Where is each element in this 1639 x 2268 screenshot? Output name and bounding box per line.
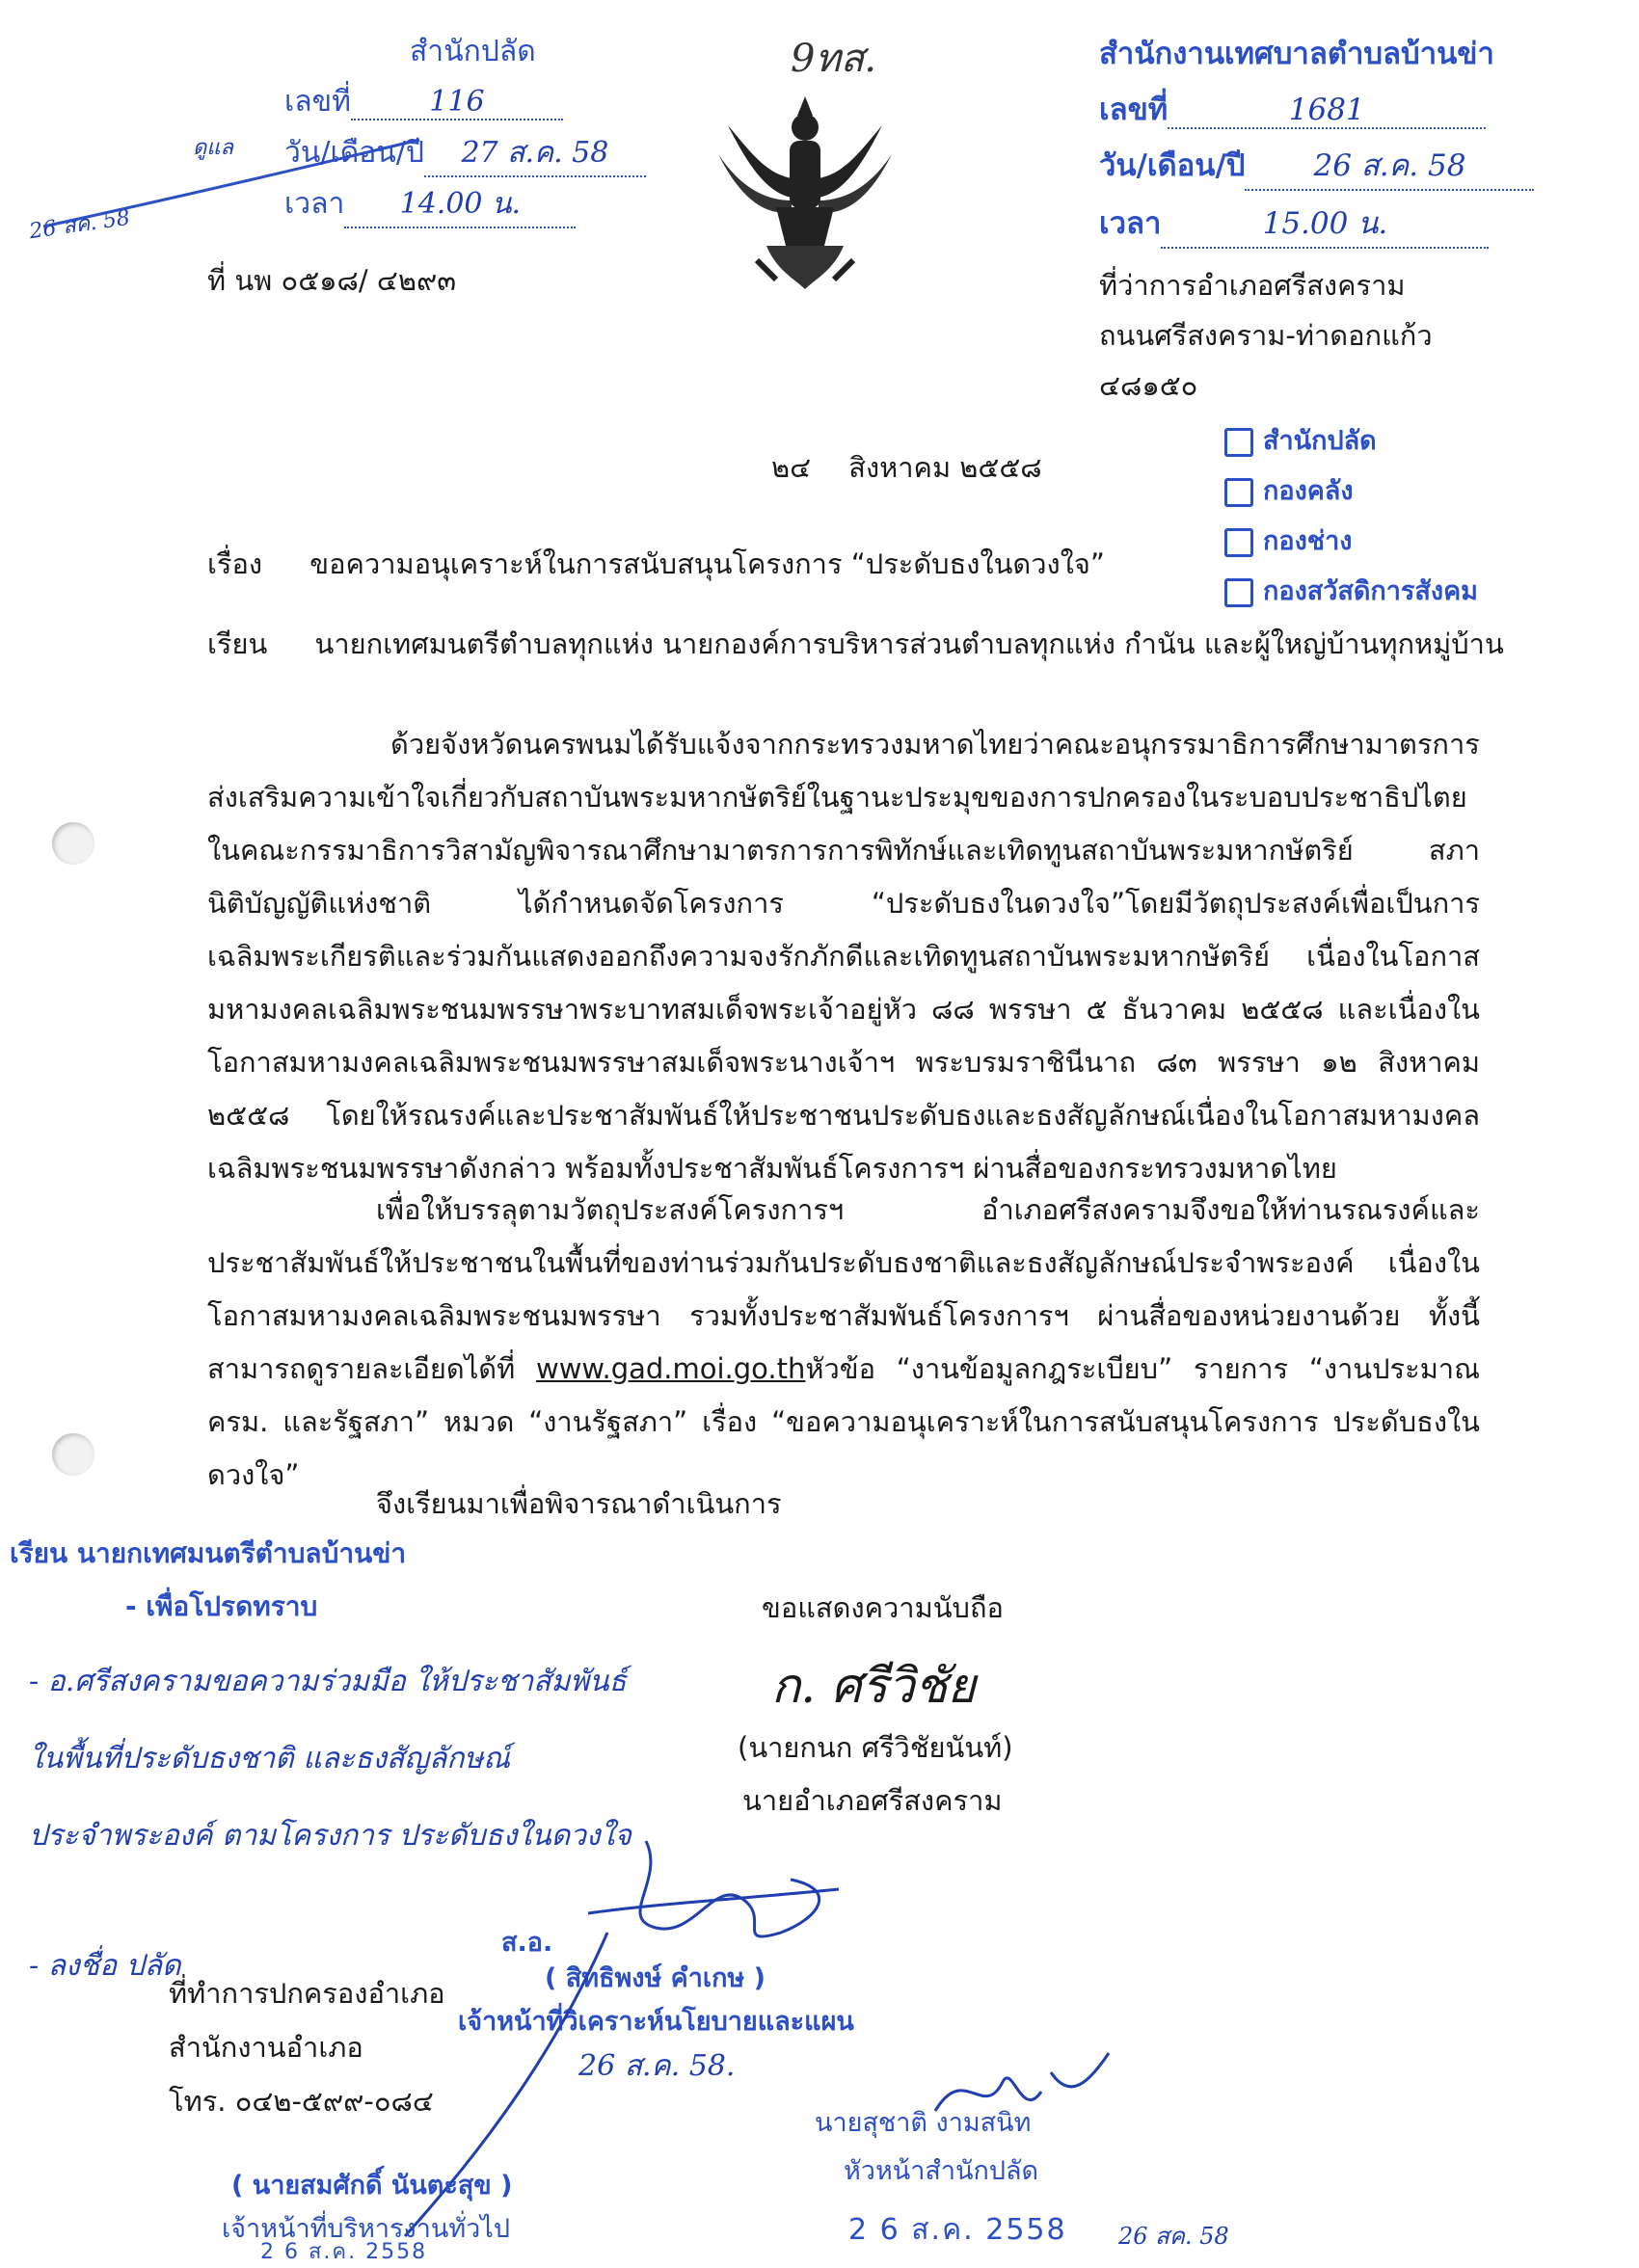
subject-text: ขอความอนุเคราะห์ในการสนับสนุนโครงการ “ประดับธงในดวงใจ” bbox=[309, 547, 1105, 580]
handwritten-note-line: - อ.ศรีสงครามขอความร่วมมือ ให้ประชาสัมพันธ์ bbox=[29, 1665, 627, 1698]
clerk-name: ( นายสมศักดิ์ นันตะสุข ) bbox=[231, 2171, 513, 2201]
body-paragraph-1: ด้วยจังหวัดนครพนมได้รับแจ้งจากกระทรวงมหาดไทยว่าคณะอนุกรรมาธิการศึกษามาตรการส่งเสริมความเข้าใจเกี่ยวกับสถาบันพระมหากษัตริย์ในฐานะประมุขของการปกครองในระบอบประชาธิปไตย ในคณะกรรมาธิการวิสามัญพิจารณาศึกษามาตรการการพิทักษ์และเทิดทูนสถาบันพระมหากษัตริย์ สภานิติบัญญัติแห่งชาติ ได้กำหนดจัดโครงการ “ประดับธงในดวงใจ”โดยมีวัตถุประสงค์เพื่อเป็นการเฉลิมพระเกียรติและร่วมกันแสดงออกถึงความจงรักภักดีและเทิดทูนสถาบันพระมหากษัตริย์ เนื่องในโอกาสมหามงคลเฉลิมพระชนมพรรษาพระบาทสมเด็จพระเจ้าอยู่หัว ๘๘ พรรษา ๕ ธันวาคม ๒๕๕๘ และเนื่องในโอกาสมหามงคลเฉลิมพระชนมพรรษาสมเด็จพระนางเจ้าฯ พระบรมราชินีนาถ ๘๓ พรรษา ๑๒ สิงหาคม ๒๕๕๘ โดยให้รณรงค์และประชาสัมพันธ์ให้ประชาชนประดับธงและธงสัญลักษณ์เนื่องในโอกาสมหามงคลเฉลิมพระชนมพรรษาดังกล่าว พร้อมทั้งประชาสัมพันธ์โครงการฯ ผ่านสื่อของกระทรวงมหาดไทย bbox=[207, 728, 1480, 1185]
so-label: ส.อ. bbox=[501, 1928, 553, 1958]
signer-signature: ก. ศรีวิชัย bbox=[771, 1658, 976, 1714]
left-stamp-handwritten-date: 26 สค. 58 bbox=[27, 205, 132, 245]
routing-checkbox-item[interactable] bbox=[1224, 517, 1478, 567]
routing-checkbox-label: กองคลัง bbox=[1263, 476, 1354, 506]
gad-website-link[interactable]: www.gad.moi.go.th bbox=[535, 1352, 806, 1385]
right-receipt-stamp bbox=[1099, 29, 1610, 249]
recipient-row bbox=[207, 622, 1504, 666]
officer-title: เจ้าหน้าที่วิเคราะห์นโยบายและแผน bbox=[458, 2007, 854, 2037]
letter-date bbox=[771, 445, 1042, 490]
letter-date-day: ๒๔ bbox=[771, 451, 812, 484]
checkbox-icon[interactable] bbox=[1224, 428, 1253, 457]
footer-office-line-2: สำนักงานอำเภอ bbox=[169, 2031, 363, 2064]
sender-address bbox=[1099, 260, 1433, 411]
left-stamp-date-value: 27 ส.ค. 58 bbox=[424, 130, 646, 177]
clerk-date-stamp: 2 6 ส.ค. 2558 bbox=[260, 2240, 428, 2264]
left-stamp-date-label: วัน/เดือน/ปี bbox=[284, 136, 424, 170]
routing-checkbox-item[interactable] bbox=[1224, 467, 1478, 517]
regards: ขอแสดงความนับถือ bbox=[762, 1591, 1004, 1624]
routing-checkbox-item[interactable] bbox=[1224, 567, 1478, 617]
left-stamp-time-value: 14.00 น. bbox=[344, 181, 576, 228]
letter-date-month-year: สิงหาคม ๒๕๕๘ bbox=[848, 451, 1042, 484]
routing-checkbox-label: สำนักปลัด bbox=[1263, 426, 1377, 456]
right-stamp-time-value: 15.00 น. bbox=[1161, 199, 1489, 249]
note-stamp-to: เรียน นายกเทศมนตรีตำบลบ้านข่า bbox=[10, 1537, 407, 1569]
right-stamp-office: สำนักงานเทศบาลตำบลบ้านข่า bbox=[1099, 37, 1494, 71]
paragraph-2-text-end: หัวข้อ “งานข้อมูลกฎระเบียบ” รายการ “งานประมาณ ครม. และรัฐสภา” หมวด “งานรัฐสภา” เรื่อง “ขอความอนุเคราะห์ในการสนับสนุนโครงการ ประดับธงในดวงใจ” bbox=[207, 1352, 1480, 1491]
sender-address-line-1: ที่ว่าการอำเภอศรีสงคราม bbox=[1099, 269, 1406, 302]
signer-name: (นายกนก ศรีวิชัยนันท์) bbox=[738, 1731, 1013, 1764]
document-number: ที่ นพ ๐๕๑๘/ ๔๒๙๓ bbox=[207, 264, 457, 297]
right-stamp-date-row bbox=[1099, 141, 1610, 191]
subject-row bbox=[207, 542, 1105, 586]
checkbox-icon[interactable] bbox=[1224, 528, 1253, 557]
footer-office-phone: โทร. ๐๔๒-๕๙๙-๐๘๔ bbox=[169, 2085, 434, 2118]
left-stamp-number-label: เลขที่ bbox=[284, 85, 351, 119]
signer-title: นายอำเภอศรีสงคราม bbox=[742, 1784, 1003, 1817]
left-stamp-time-label: เวลา bbox=[284, 187, 345, 221]
paragraph-2-text-start: เพื่อให้บรรลุตามวัตถุประสงค์โครงการฯ อำเภอศรีสงครามจึงขอให้ท่านรณรงค์และประชาสัมพันธ์ให้ประชาชนในพื้นที่ของท่านร่วมกันประดับธงชาติและธงสัญลักษณ์ประจำพระองค์ เนื่องในโอกาสมหามงคลเฉลิมพระชนมพรรษา รวมทั้งประชาสัมพันธ์โครงการฯ ผ่านสื่อของหน่วยงานด้วย ทั้งนี้สามารถดูรายละเอียดได้ที่ bbox=[207, 1193, 1480, 1385]
footer-office-line-1: ที่ทำการปกครองอำเภอ bbox=[169, 1977, 445, 2010]
sender-address-line-2: ถนนศรีสงคราม-ท่าดอกแก้ว bbox=[1099, 319, 1433, 352]
punch-hole-top bbox=[52, 822, 94, 865]
handwritten-note-line: ในพื้นที่ประดับธงชาติ และธงสัญลักษณ์ bbox=[29, 1742, 511, 1775]
recipient-text: นายกเทศมนตรีตำบลทุกแห่ง นายกองค์การบริหารส่วนตำบลทุกแห่ง กำนัน และผู้ใหญ่บ้านทุกหมู่บ้าน bbox=[314, 627, 1504, 660]
left-stamp-number-row bbox=[284, 79, 563, 124]
body-paragraph-2 bbox=[207, 1184, 1480, 1502]
checkbox-icon[interactable] bbox=[1224, 578, 1253, 607]
right-stamp-time-row bbox=[1099, 199, 1610, 249]
right-stamp-date-label: วัน/เดือน/ปี bbox=[1099, 148, 1246, 183]
chief-handwritten-date: 26 สค. 58 bbox=[1118, 2223, 1229, 2250]
left-stamp-office: สำนักปลัด bbox=[410, 35, 536, 68]
left-stamp-scribble-icon bbox=[39, 135, 424, 241]
chief-name: นายสุชาติ งามสนิท bbox=[815, 2108, 1032, 2138]
right-stamp-number-row bbox=[1099, 85, 1610, 133]
officer-name: ( สิทธิพงษ์ คำเกษ ) bbox=[545, 1963, 766, 1993]
routing-checkbox-label: กองสวัสดิการสังคม bbox=[1263, 576, 1478, 606]
officer-date: 26 ส.ค. 58. bbox=[578, 2049, 736, 2083]
punch-hole-bottom bbox=[52, 1433, 94, 1476]
right-stamp-number-value: 1681 bbox=[1168, 93, 1486, 129]
routing-checkbox-item[interactable] bbox=[1224, 416, 1478, 467]
closing-line: จึงเรียนมาเพื่อพิจารณาดำเนินการ bbox=[376, 1487, 782, 1520]
left-stamp-handwritten-initial: ดูแล bbox=[193, 136, 233, 160]
handwritten-note-line: ประจำพระองค์ ตามโครงการ ประดับธงในดวงใจ bbox=[29, 1819, 631, 1853]
recipient-label: เรียน bbox=[207, 627, 268, 660]
right-stamp-time-label: เวลา bbox=[1099, 206, 1162, 241]
garuda-emblem-icon bbox=[709, 87, 901, 299]
chief-date-stamp: 2 6 ส.ค. 2558 bbox=[848, 2213, 1067, 2247]
chief-title: หัวหน้าสำนักปลัด bbox=[844, 2156, 1039, 2186]
right-stamp-number-label: เลขที่ bbox=[1099, 93, 1169, 127]
sender-address-line-3: ๔๘๑๕๐ bbox=[1099, 369, 1198, 402]
right-stamp-date-value: 26 ส.ค. 58 bbox=[1245, 141, 1534, 191]
top-handwritten-mark: 9ทส. bbox=[791, 37, 876, 81]
left-stamp-number-value: 116 bbox=[351, 85, 563, 120]
checkbox-icon[interactable] bbox=[1224, 478, 1253, 507]
routing-checkbox-list bbox=[1224, 416, 1478, 617]
subject-label: เรื่อง bbox=[207, 547, 263, 580]
handwritten-note-line: - ลงชื่อ ปลัด bbox=[29, 1949, 181, 1983]
note-stamp-purpose: - เพื่อโปรดทราบ bbox=[125, 1590, 318, 1622]
routing-checkbox-label: กองช่าง bbox=[1263, 526, 1353, 556]
clerk-title: เจ้าหน้าที่บริหารงานทั่วไป bbox=[222, 2214, 511, 2244]
